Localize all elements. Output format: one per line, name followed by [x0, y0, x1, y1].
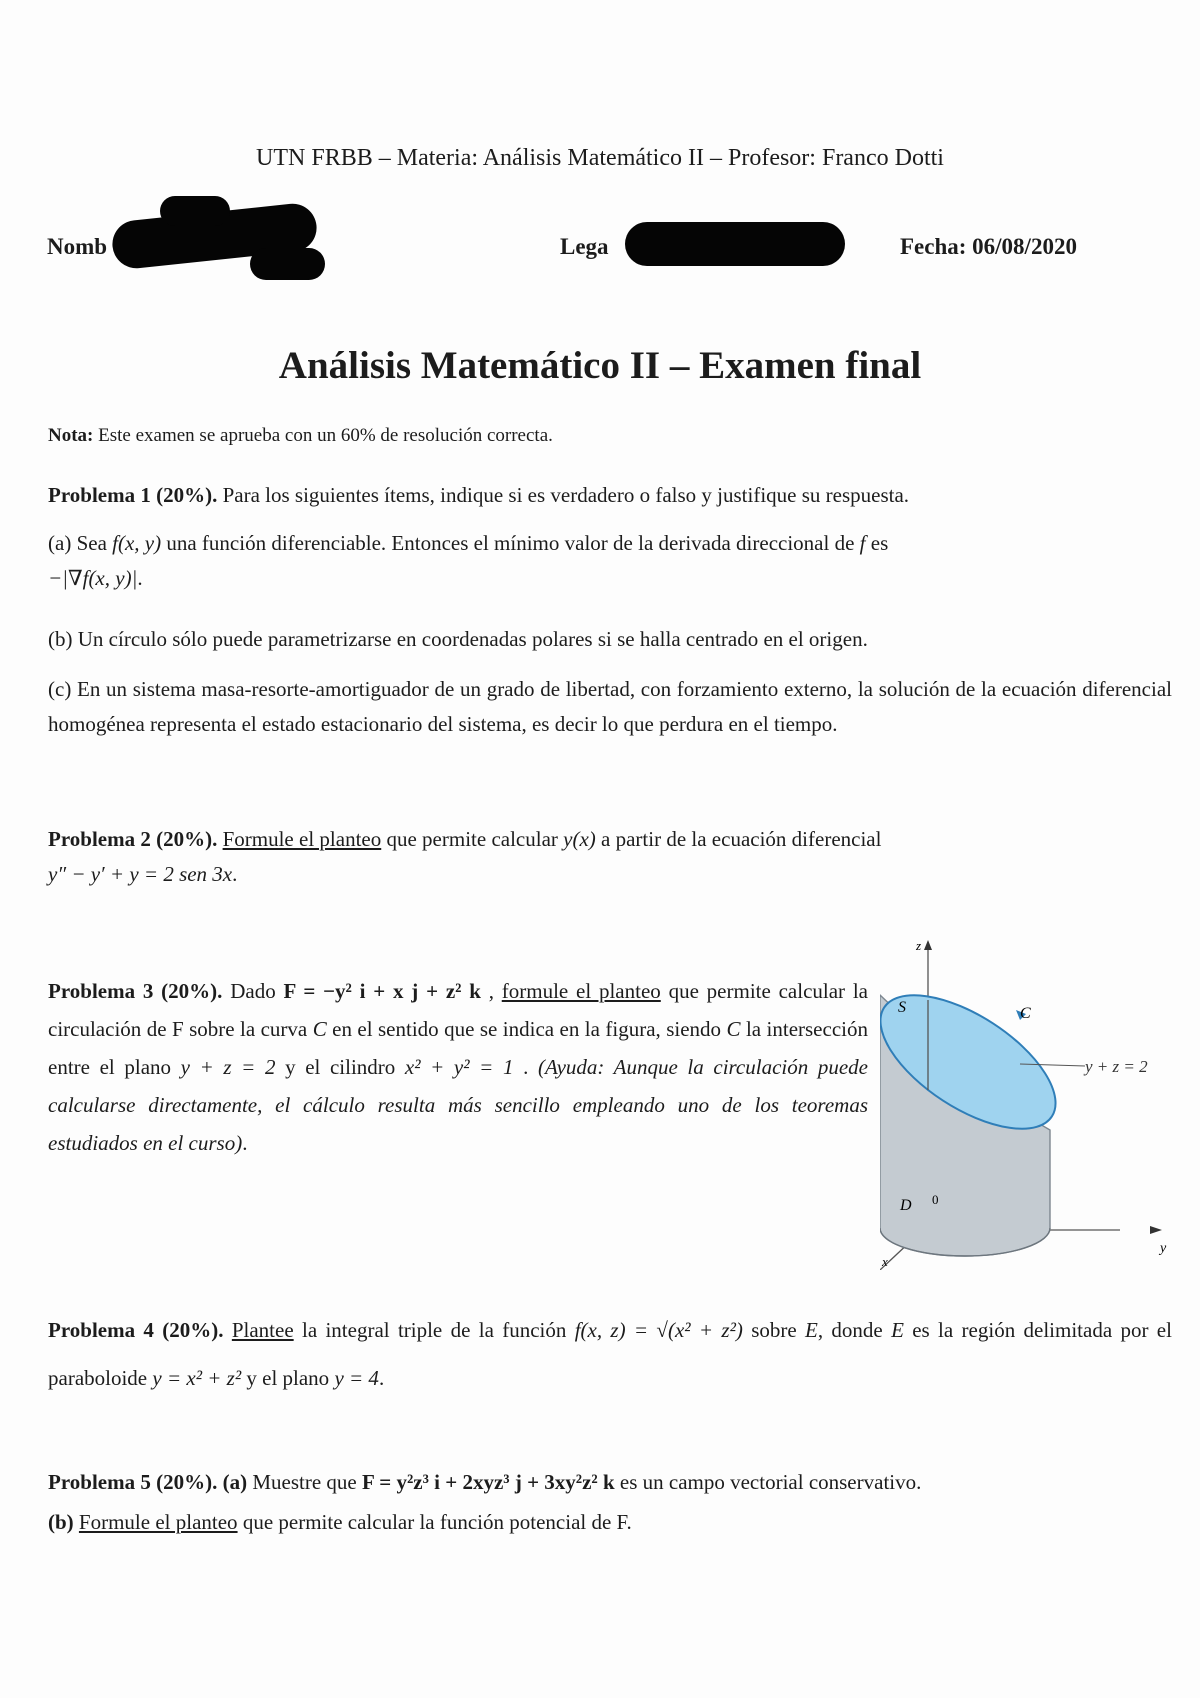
problem-3-text-2: ,	[480, 979, 502, 1003]
problem-1a-text: Sea	[71, 531, 113, 555]
redacted-legajo-mark	[625, 222, 845, 266]
problem-3-text-4: en el sentido que se indica en la figura, siendo	[326, 1017, 727, 1041]
problem-5a-label: (a)	[217, 1470, 248, 1494]
problem-4-text: la integral triple de la función	[293, 1318, 575, 1342]
problem-5-text-2: es un campo vectorial conservativo.	[614, 1470, 922, 1494]
label-origin: 0	[932, 1192, 939, 1207]
problem-5b-text: que permite calcular la función potencial de F.	[237, 1510, 632, 1534]
problem-1c-label: (c)	[48, 677, 72, 701]
problem-2-text: que permite calcular	[381, 827, 564, 851]
problem-1a-function: f(x, y)	[112, 531, 162, 555]
problem-4-text-3: , donde	[817, 1318, 892, 1342]
cylinder-figure	[880, 940, 1180, 1270]
problem-4-paraboloid: y = x² + z²	[152, 1366, 242, 1390]
label-d: D	[900, 1197, 912, 1214]
problem-5-heading: Problema 5 (20%).	[48, 1470, 218, 1494]
problem-5	[48, 1462, 1172, 1542]
label-z: z	[916, 940, 922, 953]
problem-1a-gradient: −|∇f(x, y)|	[48, 566, 138, 590]
y-axis-arrow	[1150, 1226, 1162, 1234]
problem-1b-text: Un círculo sólo puede parametrizarse en coordenadas polares si se halla centrado en el origen.	[72, 627, 868, 651]
problem-2-yx: y(x)	[563, 827, 596, 851]
nota-paragraph	[48, 418, 1172, 453]
problem-4-function: f(x, z) = √(x² + z²)	[574, 1318, 743, 1342]
figure-drawing	[880, 940, 1162, 1270]
label-y: y	[1160, 1241, 1167, 1256]
problem-4-text-6: .	[378, 1366, 385, 1390]
problem-3-plane: y + z = 2	[180, 1055, 276, 1079]
problem-2-text-2: a partir de la ecuación diferencial	[595, 827, 882, 851]
problem-4	[48, 1306, 1172, 1402]
problem-2	[48, 822, 1172, 892]
problem-1-intro: Para los siguientes ítems, indique si es verdadero o falso y justifique su respuesta.	[217, 483, 910, 507]
z-axis-arrow	[924, 940, 932, 950]
problem-3-text-7: .	[513, 1055, 538, 1079]
label-s: S	[898, 999, 906, 1016]
problem-3-curve: C	[312, 1017, 327, 1041]
problem-1	[48, 478, 1172, 513]
redacted-name-mark-tail	[250, 248, 325, 280]
problem-2-underlined: Formule el planteo	[222, 827, 382, 851]
label-c: C	[1020, 1005, 1031, 1022]
problem-3-text-3: que permite calcular la circulación de F sobre la curva	[48, 979, 868, 1041]
exam-title: Análisis Matemático II – Examen final	[278, 344, 922, 387]
nombre-label: Nomb	[47, 234, 108, 259]
problem-3-heading: Problema 3 (20%).	[48, 979, 223, 1003]
problem-3-underlined: formule el planteo	[501, 979, 661, 1003]
problem-1c	[48, 672, 1172, 742]
problem-5-text: Muestre que	[247, 1470, 362, 1494]
nota-text: Este examen se aprueba con un 60% de resolución correcta.	[93, 425, 553, 446]
problem-1c-text: En un sistema masa-resorte-amortiguador de un grado de libertad, con forzamiento externo, la solución de la ecuación diferencial homogénea representa el estado estacionario del sistema, es decir lo que perdura en el tiempo.	[48, 677, 1172, 736]
problem-4-text-4: es la región delimitada por el paraboloide	[48, 1318, 1172, 1390]
problem-2-text-3: .	[232, 862, 238, 886]
problem-5b-label: (b)	[48, 1510, 74, 1534]
problem-1-heading: Problema 1 (20%).	[48, 483, 218, 507]
problem-1b-label: (b)	[48, 627, 73, 651]
exam-header: UTN FRBB – Materia: Análisis Matemático II – Profesor: Franco Dotti	[256, 145, 944, 171]
problem-3	[48, 972, 868, 1162]
redacted-name-mark-top	[160, 196, 230, 226]
problem-2-heading: Problema 2 (20%).	[48, 827, 218, 851]
problem-4-underlined: Plantee	[231, 1318, 294, 1342]
problem-3-field: F = −y² i + x j + z² k	[283, 979, 481, 1003]
fecha-field: Fecha: 06/08/2020	[900, 234, 1077, 259]
nota-label: Nota:	[48, 425, 94, 446]
problem-1a-text-4: .	[137, 566, 143, 590]
problem-5-field: F = y²z³ i + 2xyz³ j + 3xy²z² k	[361, 1470, 615, 1494]
problem-3-text-8: .	[242, 1131, 248, 1155]
problem-5-underlined: Formule el planteo	[78, 1510, 238, 1534]
problem-4-text-5: y el plano	[241, 1366, 335, 1390]
problem-3-text-6: y el cilindro	[275, 1055, 405, 1079]
problem-3-text-5: la intersección entre el plano	[48, 1017, 868, 1079]
problem-3-text: Dado	[222, 979, 284, 1003]
problem-4-plane: y = 4	[334, 1366, 379, 1390]
problem-3-curve-2: C	[726, 1017, 741, 1041]
problem-1a-f: f	[859, 531, 866, 555]
problem-3-hint: (Ayuda: Aunque la circulación puede calcularse directamente, el cálculo resulta más sencillo empleando uno de los teoremas estudiados en el curso)	[48, 1055, 869, 1155]
problem-1a-text-2: una función diferenciable. Entonces el mínimo valor de la derivada direccional de	[161, 531, 860, 555]
problem-1b	[48, 622, 1172, 657]
problem-4-heading: Problema 4 (20%).	[48, 1318, 224, 1342]
problem-4-text-2: sobre	[742, 1318, 806, 1342]
problem-1a-label: (a)	[48, 531, 72, 555]
problem-1a-text-3: es	[865, 531, 889, 555]
problem-4-region-2: E	[891, 1318, 904, 1342]
legajo-label: Lega	[560, 234, 609, 259]
label-x: x	[882, 1254, 888, 1269]
problem-4-region: E	[805, 1318, 818, 1342]
problem-3-cylinder: x² + y² = 1	[404, 1055, 514, 1079]
problem-1a	[48, 526, 1172, 596]
problem-2-equation: y″ − y′ + y = 2 sen 3x	[48, 862, 233, 886]
label-plane: y + z = 2	[1085, 1057, 1148, 1076]
